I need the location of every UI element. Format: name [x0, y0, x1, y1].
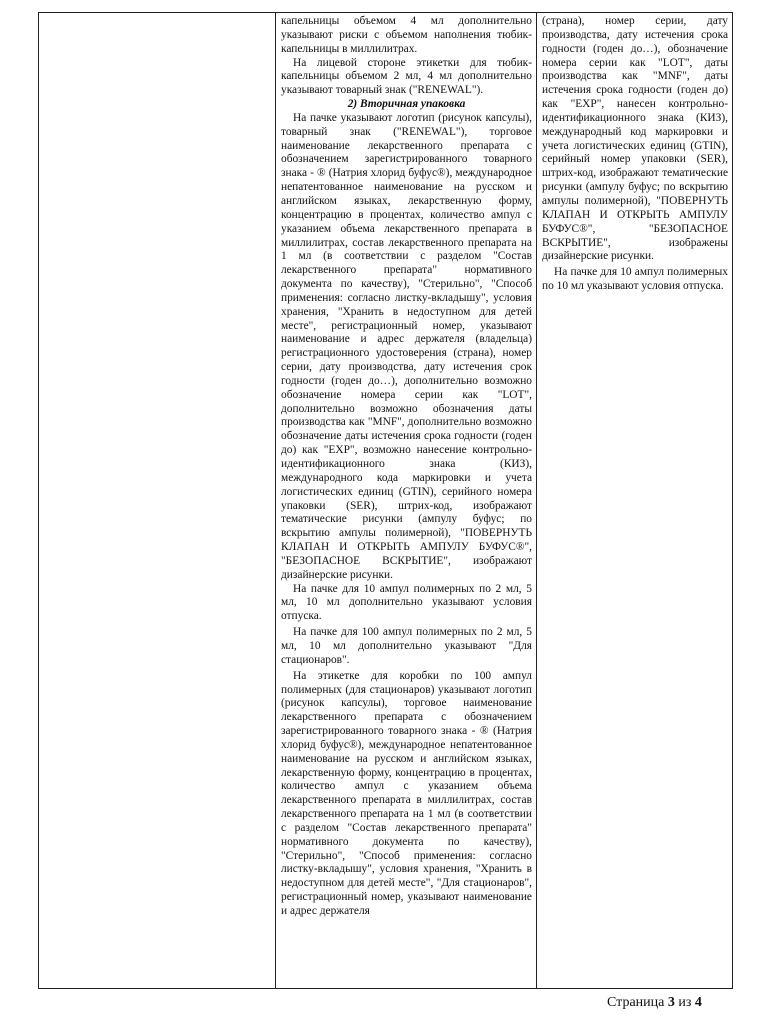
table-cell-middle: [276, 13, 537, 989]
paragraph: На пачке для 10 ампул полимерных по 10 мл указывают условия отпуска.: [542, 266, 728, 293]
right-column-text: [537, 13, 732, 294]
paragraph: На пачке для 100 ампул полимерных по 2 мл, 5 мл, 10 мл дополнительно указывают "Для стационаров".: [281, 626, 532, 666]
page-of: из: [678, 995, 692, 1010]
total-pages: 4: [694, 995, 702, 1010]
middle-column-text: [276, 13, 536, 919]
paragraph: На пачке для 10 ампул полимерных по 2 мл, 5 мл, 10 мл дополнительно указывают условия отпуска.: [281, 582, 532, 623]
table-cell-left-empty: [39, 13, 276, 989]
paragraph: (страна), номер серии, дату производства, дату истечения срока годности (годен до…), обозначение номера серии как "LOT", даты производства как "MNF", даты истечения срока годности (годен до) как "EXP", нанесен контрольно-идентификационного знака (КИЗ), международный код маркировки и учета логистических единиц (GTIN), серийный номер упаковки (SER), штрих-код, изображают тематические рисунки (ампулу буфус; по вскрытию ампулы полимерной), "ПОВЕРНУТЬ КЛАПАН И ОТКРЫТЬ АМПУЛУ БУФУС®", "БЕЗОПАСНОЕ ВСКРЫТИЕ", изображены дизайнерские рисунки.: [542, 15, 728, 263]
content-table: [38, 12, 733, 989]
paragraph: капельницы объемом 4 мл дополнительно указывают риски с объемом наполнения тюбик-капельницы в миллилитрах.: [281, 15, 532, 55]
page-number: [607, 995, 702, 1011]
page-label: Страница: [607, 995, 665, 1010]
paragraph: На этикетке для коробки по 100 ампул полимерных (для стационаров) указывают логотип (рисунок капсулы), торговое наименование лекарственного препарата с обозначением зарегистрированного товарного знака - ® (Натрия хлорид буфус®), международное непатентованное наименование на русском и английском языках, лекарственную форму, концентрацию в процентах, количество ампул с указанием объема лекарственного препарата в миллилитрах, состав лекарственного препарата на 1 мл (в соответствии с разделом "Состав лекарственного препарата" нормативного документа по качеству), "Стерильно", "Способ применения: согласно листку-вкладышу", условия хранения, "Хранить в недоступном для детей месте", "Для стационаров", регистрационный номер, указывают наименование и адрес держателя: [281, 669, 532, 917]
current-page: 3: [667, 995, 675, 1010]
section-heading: 2) Вторичная упаковка: [347, 98, 466, 111]
table-cell-right: [537, 13, 733, 989]
paragraph: На лицевой стороне этикетки для тюбик-капельницы объемом 2 мл, 4 мл дополнительно указывают товарный знак ("RENEWAL").: [281, 56, 532, 97]
paragraph: На пачке указывают логотип (рисунок капсулы), товарный знак ("RENEWAL"), торговое наименование лекарственного препарата с обозначением зарегистрированного товарного знака - ® (Натрия хлорид буфус®), международное непатентованное наименование на русском и английском языках, лекарственную форму, концентрацию в процентах, количество ампул с указанием объема лекарственного препарата в миллилитрах, состав лекарственного препарата на 1 мл (в соответствии с разделом "Состав лекарственного препарата" нормативного документа по качеству), "Стерильно", "Способ применения: согласно листку-вкладышу", условия хранения, "Хранить в недоступном для детей месте", регистрационный номер, указывают наименование и адрес держателя (владельца) регистрационного удостоверения (страна), номер серии, дату производства, дату истечения срок годности (годен до…), дополнительно возможно обозначение номера серии как "LOT", дополнительно возможно обозначения даты производства как "MNF", дополнительно возможно обозначение даты истечения срока годности (годен до) как "EXP", возможно нанесение контрольно-идентификационного знака (КИЗ), международного кода маркировки и учета логистических единиц (GTIN), серийного номера упаковки (SER), штрих-код, изображают тематические рисунки (ампулу буфус; по вскрытию ампулы полимерной), "ПОВЕРНУТЬ КЛАПАН И ОТКРЫТЬ АМПУЛУ БУФУС®", "БЕЗОПАСНОЕ ВСКРЫТИЕ", изображают дизайнерские рисунки.: [281, 111, 532, 581]
